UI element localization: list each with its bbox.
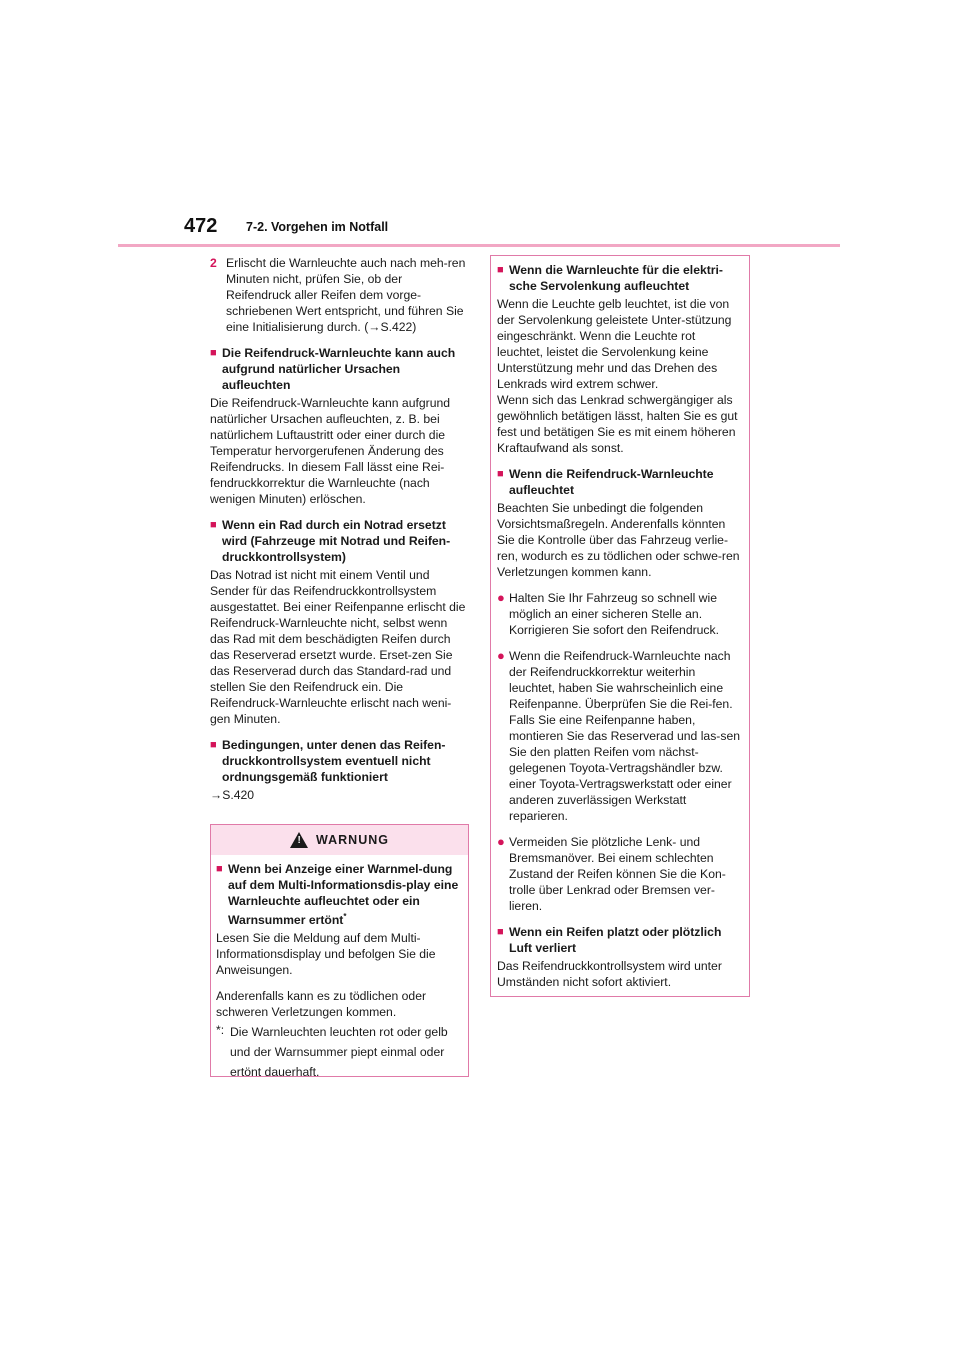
power-steering-body-1: Wenn die Leuchte gelb leuchtet, ist die von der Servolenkung geleistete Unter-stützung eingeschränkt. Wenn die Leuchte rot leuchtet, leistet die Servolenkung keine Unterstützung mehr und das Drehen des Lenkrads wird extrem schwer. — [497, 297, 732, 391]
section-heading-spare-wheel: ■ Wenn ein Rad durch ein Notrad ersetzt wird (Fahrzeuge mit Notrad und Reifen-druckkontrollsystem) — [210, 518, 451, 564]
square-bullet-icon: ■ — [497, 468, 504, 480]
section-heading-conditions: ■ Bedingungen, unter denen das Reifen-druckkontrollsystem eventuell nicht ordnungsgemäß funktioniert — [210, 738, 446, 784]
section-heading-tire-burst: ■ Wenn ein Reifen platzt oder plötzlich Luft verliert — [497, 925, 722, 955]
list-item: ● Wenn die Reifendruck-Warnleuchte nach der Reifendruckkorrektur weiterhin leuchtet, haben Sie wahrscheinlich eine Reifenpanne. Überprüfen Sie die Rei-fen. Falls Sie eine Reifenpanne haben, montieren Sie das Reserverad und las-sen Sie den platten Reifen vom nächst-gelegenen Toyota-Vertragshändler bzw. einer Toyota-Vertragswerkstatt oder einer anderen zuverlässigen Werkstatt reparieren. — [497, 648, 741, 823]
circle-bullet-icon: ● — [497, 648, 505, 663]
page-reference-link[interactable]: →S.420 — [210, 788, 255, 802]
square-bullet-icon: ■ — [210, 519, 217, 531]
warning-header — [211, 825, 468, 855]
section-body-spare-wheel: Das Notrad ist nicht mit einem Ventil und Sender für das Reifendruckkontrollsystem ausgestattet. Bei einer Reifenpanne erlischt die Reifendruck-Warnleuchte nicht, selbst wenn das Rad mit dem beschädigten Reifen durch das Reserverad ersetzt wurde. Erset-zen Sie das Reserverad durch das Standard-rad und stellen Sie den Reifendruck ein. Die Reifendruck-Warnleuchte erlischt nach weni-gen Minuten. — [210, 568, 466, 726]
header-rule — [118, 244, 840, 247]
square-bullet-icon: ■ — [210, 347, 217, 359]
step-number: 2 — [210, 256, 217, 270]
page-number: 472 — [184, 215, 218, 237]
warning-para-2: Anderenfalls kann es zu tödlichen oder schweren Verletzungen kommen. — [216, 989, 427, 1020]
tire-burst-body: Das Reifendruckkontrollsystem wird unter Umständen nicht sofort aktiviert. — [497, 959, 722, 989]
square-bullet-icon: ■ — [216, 863, 223, 875]
chapter-title: 7-2. Vorgehen im Notfall — [246, 220, 389, 234]
step-text: Erlischt die Warnleuchte auch nach meh-ren Minuten nicht, prüfen Sie, ob der Reifendruck aller Reifen dem vorge-schriebenen Wert entspricht, und führen Sie eine Initialisierung durch. (→S.422) — [226, 256, 466, 334]
list-item: ● Vermeiden Sie plötzliche Lenk- und Bremsmanöver. Bei einem schlechten Zustand der Reifen können Sie die Kon-trolle über Lenkrad oder Bremsen ver-lieren. — [497, 834, 726, 913]
warning-title: WARNUNG — [316, 833, 389, 847]
section-heading-power-steering: ■ Wenn die Warnleuchte für die elektri-sche Servolenkung aufleuchtet — [497, 263, 723, 293]
section-heading-tire-pressure-light: ■ Wenn die Reifendruck-Warnleuchte aufleuchtet — [497, 467, 714, 497]
square-bullet-icon: ■ — [497, 926, 504, 938]
section-body-natural-causes: Die Reifendruck-Warnleuchte kann aufgrund natürlicher Ursachen aufleuchten, z. B. bei natürlichem Luftaustritt oder einer durch die Temperatur hervorgerufenen Änderung des Reifendrucks. In diesem Fall lässt eine Rei-fendruckkorrektur die Warnleuchte (nach wenigen Minuten) erlöschen. — [210, 396, 451, 506]
warning-body — [211, 855, 468, 1082]
warning-heading: ■ Wenn bei Anzeige einer Warnmel-dung auf dem Multi-Informationsdis-play eine Warnleuchte aufleuchtet oder ein Warnsummer ertönt* — [216, 862, 459, 928]
list-item: ● Halten Sie Ihr Fahrzeug so schnell wie möglich an einer sicheren Stelle an. Korrigieren Sie sofort den Reifendruck. — [497, 590, 720, 637]
power-steering-body-2: Wenn sich das Lenkrad schwergängiger als gewöhnlich betätigen lässt, halten Sie es gut fest und betätigen Sie es mit einem höheren Kraftaufwand als sonst. — [497, 393, 738, 455]
circle-bullet-icon: ● — [497, 834, 505, 849]
step-2 — [210, 255, 468, 335]
warning-footnote: *: Die Warnleuchten leuchten rot oder gelb und der Warnsummer piept einmal oder ertönt dauerhaft. — [216, 1023, 448, 1080]
warning-triangle-icon: ! — [290, 832, 308, 848]
right-caution-box — [490, 255, 750, 997]
warning-box — [210, 824, 469, 1080]
left-column — [210, 255, 468, 813]
square-bullet-icon: ■ — [210, 739, 217, 751]
square-bullet-icon: ■ — [497, 264, 504, 276]
warning-para-1: Lesen Sie die Meldung auf dem Multi-Informationsdisplay und befolgen Sie die Anweisungen. — [216, 931, 436, 978]
section-heading-natural-causes: ■ Die Reifendruck-Warnleuchte kann auch aufgrund natürlicher Ursachen aufleuchten — [210, 346, 456, 392]
tire-pressure-light-body: Beachten Sie unbedingt die folgenden Vorsichtsmaßregeln. Anderenfalls könnten Sie die Kontrolle über das Fahrzeug verlie-ren, wodurch es zu tödlichen oder schwe-ren Verletzungen kommen kann. — [497, 501, 740, 579]
circle-bullet-icon: ● — [497, 590, 505, 605]
